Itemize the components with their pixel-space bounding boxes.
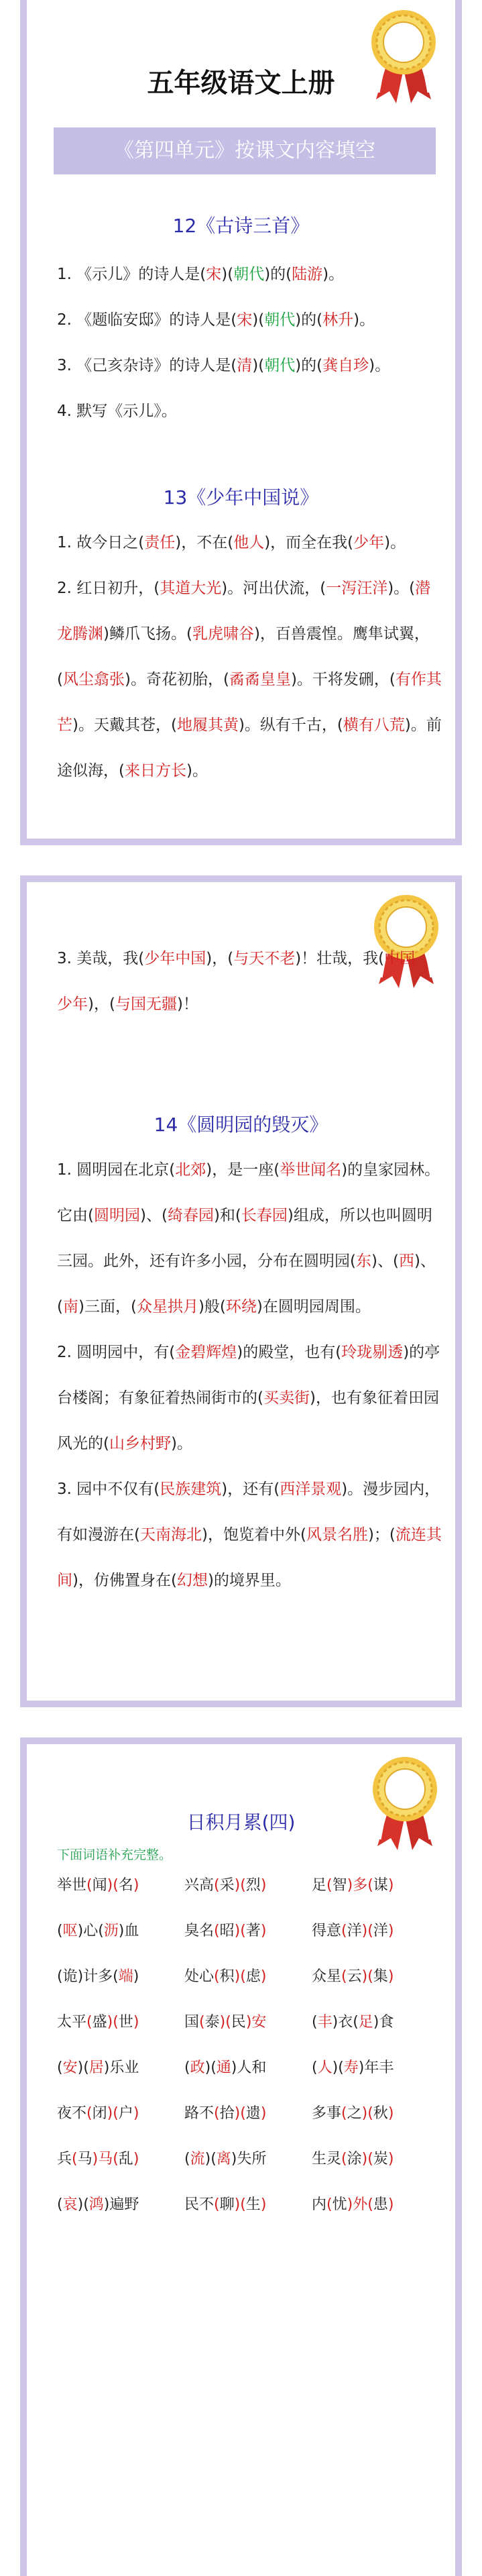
riji-instruction: 下面词语补充完整。 (57, 1847, 172, 1862)
idiom-item: 处心(积)(虑) (184, 1968, 267, 1985)
idiom-item: 得意(洋)(洋) (312, 1923, 394, 1939)
idiom-item: (丰)衣(足)食 (312, 2014, 394, 2031)
card-lessons-13-14 (20, 875, 462, 1707)
lesson-13-questions (57, 520, 442, 794)
idiom-item: (安)(居)乐业 (57, 2059, 139, 2076)
idiom-item: 多事(之)(秋) (312, 2105, 394, 2122)
card-lessons-12-13 (20, 0, 462, 845)
unit-subtitle: 《第四单元》按课文内容填空 (54, 127, 436, 174)
lesson-13-continued (57, 936, 419, 1027)
lesson-12-title: 12《古诗三首》 (172, 215, 310, 237)
lesson-13-title: 13《少年中国说》 (163, 486, 319, 508)
idiom-item: 生灵(涂)(炭) (312, 2151, 394, 2167)
idiom-item: 兵(马)马(乱) (57, 2151, 139, 2167)
question-13-3: 3. 美哉，我(少年中国)，(与天不老)！壮哉，我(中国少年)，(与国无疆)！ (57, 950, 416, 1013)
question-13-1: 1. 故今日之(责任)，不在(他人)，而全在我(少年)。 (57, 534, 406, 551)
idiom-item: 民不(聊)(生) (184, 2196, 267, 2213)
question-12-3: 3. 《己亥杂诗》的诗人是(清)(朝代)的(龚自珍)。 (57, 357, 391, 374)
idiom-item: 夜不(闭)(户) (57, 2105, 139, 2122)
idiom-item: (呕)心(沥)血 (57, 1923, 139, 1939)
question-14-3: 3. 园中不仅有(民族建筑)，还有(西洋景观)。漫步园内，有如漫游在(天南海北)，饱览着中外(风景名胜)；(流连其间)，仿佛置身在(幻想)的境界里。 (57, 1481, 442, 1589)
idiom-item: (哀)(鸿)遍野 (57, 2196, 139, 2213)
riji-title: 日积月累(四) (186, 1811, 296, 1833)
idiom-item: 兴高(采)(烈) (184, 1877, 267, 1894)
question-13-2: 2. 红日初升，(其道大光)。河出伏流，(一泻汪洋)。(潜龙腾渊)鳞爪飞扬。(乳虎啸谷)，百兽震惶。鹰隼试翼，(风尘翕张)。奇花初胎，(矞矞皇皇)。干将发硎，(有作其芒)。天戴其苍，(地履其黄)。纵有千古，(横有八荒)。前途似海，(来日方长)。 (57, 580, 442, 780)
idiom-item: 路不(拾)(遗) (184, 2105, 267, 2122)
idiom-item: 足(智)多(谋) (312, 1877, 394, 1894)
lesson-14-questions (57, 1147, 442, 1603)
idiom-item: 众星(云)(集) (312, 1968, 394, 1985)
idiom-item: 举世(闻)(名) (57, 1877, 139, 1894)
lesson-12-questions (57, 252, 442, 434)
card-riji-yuelei (20, 1737, 462, 2576)
riji-content (57, 1845, 442, 2228)
idiom-item: 国(泰)(民)安 (184, 2014, 267, 2031)
question-12-4: 4. 默写《示儿》。 (57, 402, 177, 420)
idiom-item: 太平(盛)(世) (57, 2014, 139, 2031)
idiom-item: (流)(离)失所 (184, 2151, 267, 2167)
page-title: 五年级语文上册 (147, 68, 335, 99)
question-14-1: 1. 圆明园在北京(北郊)，是一座(举世闻名)的皇家园林。它由(圆明园)、(绮春园)和(长春园)组成，所以也叫圆明三园。此外，还有许多小园，分布在圆明园(东)、(西)、(南)三面，(众星拱月)般(环绕)在圆明园周围。 (57, 1161, 440, 1316)
idiom-grid (57, 1863, 442, 2228)
lesson-14-title: 14《圆明园的毁灭》 (154, 1114, 328, 1136)
idiom-item: (人)(寿)年丰 (312, 2059, 394, 2076)
question-14-2: 2. 圆明园中，有(金碧辉煌)的殿堂，也有(玲珑剔透)的亭台楼阁；有象征着热闹街市的(买卖街)，也有象征着田园风光的(山乡村野)。 (57, 1344, 440, 1452)
question-12-1: 1. 《示儿》的诗人是(宋)(朝代)的(陆游)。 (57, 266, 345, 283)
award-ribbon-icon (368, 1752, 442, 1853)
idiom-item: (政)(通)人和 (184, 2059, 267, 2076)
idiom-item: 内(忧)外(患) (312, 2196, 394, 2213)
question-12-2: 2. 《题临安邸》的诗人是(宋)(朝代)的(林升)。 (57, 311, 375, 329)
idiom-item: (诡)计多(端) (57, 1968, 139, 1985)
idiom-item: 臭名(昭)(著) (184, 1923, 267, 1939)
